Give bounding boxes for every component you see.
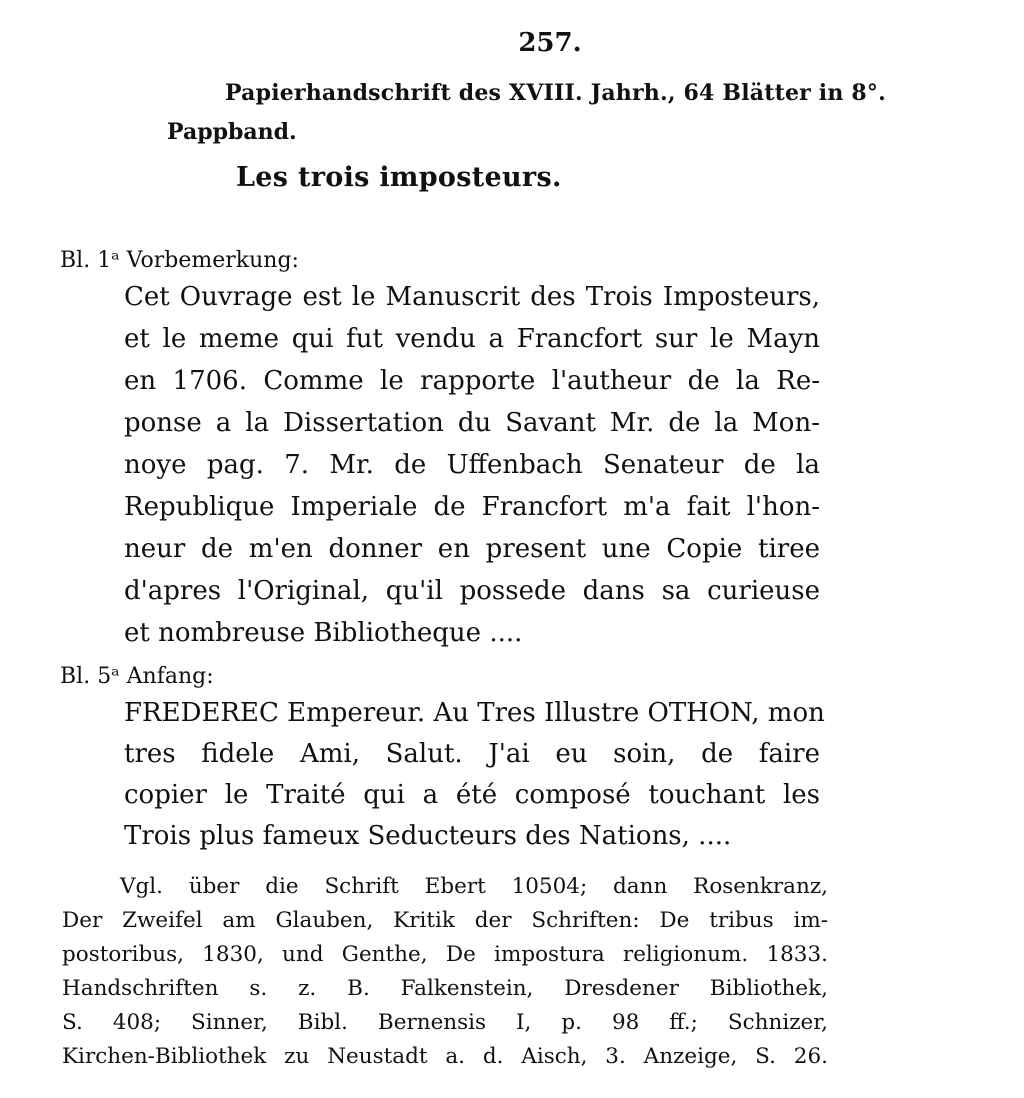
- note-line: Vgl. über die Schrift Ebert 10504; dann Rosenkranz,: [120, 874, 828, 899]
- section-label-opening: Bl. 5ᵃ Anfang:: [60, 664, 214, 689]
- note-line: S. 408; Sinner, Bibl. Bernensis I, p. 98 ff.; Schnizer,: [62, 1010, 828, 1035]
- preface-line: et nombreuse Bibliotheque ....: [124, 618, 523, 648]
- preface-line: d'apres l'Original, qu'il possede dans sa curieuse: [124, 576, 820, 606]
- section-label-preface: Bl. 1ᵃ Vorbemerkung:: [60, 248, 299, 273]
- preface-line: ponse a la Dissertation du Savant Mr. de la Mon-: [124, 408, 820, 438]
- preface-line: Cet Ouvrage est le Manuscrit des Trois Imposteurs,: [124, 282, 820, 312]
- note-line: Handschriften s. z. B. Falkenstein, Dresdener Bibliothek,: [62, 976, 828, 1001]
- note-line: Kirchen-Bibliothek zu Neustadt a. d. Aisch, 3. Anzeige, S. 26.: [62, 1044, 828, 1069]
- preface-line: en 1706. Comme le rapporte l'autheur de la Re-: [124, 366, 820, 396]
- note-line: postoribus, 1830, und Genthe, De impostura religionum. 1833.: [62, 942, 828, 967]
- preface-line: noye pag. 7. Mr. de Uffenbach Senateur de la: [124, 450, 820, 480]
- opening-line: Trois plus fameux Seducteurs des Nations, ....: [124, 821, 732, 851]
- opening-line: FREDEREC Empereur. Au Tres Illustre OTHON, mon: [124, 698, 825, 728]
- page-number: 257.: [518, 28, 582, 58]
- work-title: Les trois imposteurs.: [236, 162, 562, 193]
- binding-description: Pappband.: [167, 119, 297, 145]
- preface-line: et le meme qui fut vendu a Francfort sur le Mayn: [124, 324, 820, 354]
- opening-line: copier le Traité qui a été composé touchant les: [124, 780, 820, 810]
- preface-line: neur de m'en donner en present une Copie tiree: [124, 534, 820, 564]
- preface-line: Republique Imperiale de Francfort m'a fait l'hon-: [124, 492, 820, 522]
- opening-line: tres fidele Ami, Salut. J'ai eu soin, de faire: [124, 739, 820, 769]
- note-line: Der Zweifel am Glauben, Kritik der Schriften: De tribus im-: [62, 908, 828, 933]
- manuscript-description: Papierhandschrift des XVIII. Jahrh., 64 Blätter in 8°.: [225, 80, 886, 106]
